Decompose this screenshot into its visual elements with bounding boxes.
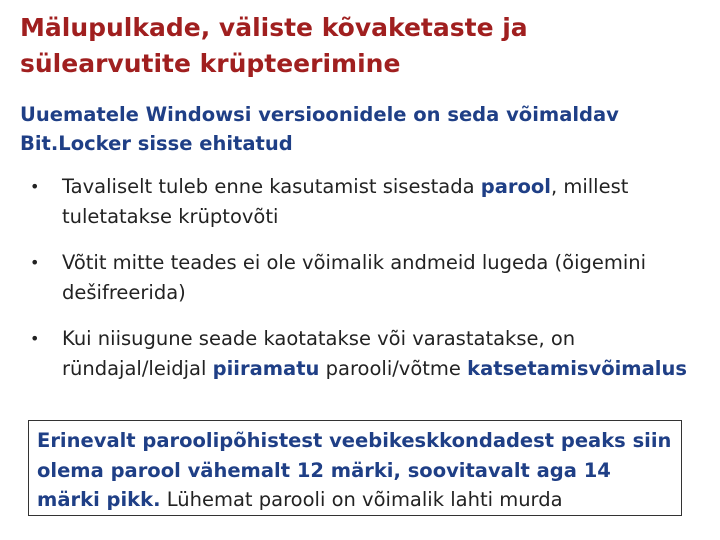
bullet-item [20,248,710,308]
bullet-text: , millest tuletatakse krüptovõti [62,175,629,228]
intro-text: Uuematele Windowsi versioonidele on seda võimaldav Bit.Locker sisse ehitatud [20,103,619,155]
bullet-text: Tavaliselt tuleb enne kasutamist sisestada [62,175,481,198]
bullet-text: Võtit mitte teades ei ole võimalik andmeid lugeda (õigemini dešifreerida) [62,251,647,304]
bullet-highlight: parool [480,175,551,198]
callout-box [28,420,682,516]
callout-highlight: Erinevalt paroolipõhistest veebikeskkondadest peaks siin olema parool vähemalt 12 märki, soovitavalt aga 14 märki pikk. [37,429,672,511]
bullet-list [20,172,710,384]
bullet-text: Kui niisugune seade kaotatakse või varastatakse, on ründajal/leidjal [62,327,576,380]
bullet-item [20,324,710,384]
bullet-dot-icon: • [30,177,40,196]
bullet-dot-icon: • [30,329,40,348]
slide-title: Mälupulkade, väliste kõvaketaste ja sülearvutite krüpteerimine [20,13,528,78]
bullet-item [20,172,710,232]
bullet-text: parooli/võtme [319,357,468,380]
callout-text: Lühemat parooli on võimalik lahti murda [160,488,563,511]
bullet-highlight: piiramatu [212,357,320,380]
bullet-dot-icon: • [30,253,40,272]
bullet-highlight: katsetamisvõimalus [467,357,687,380]
